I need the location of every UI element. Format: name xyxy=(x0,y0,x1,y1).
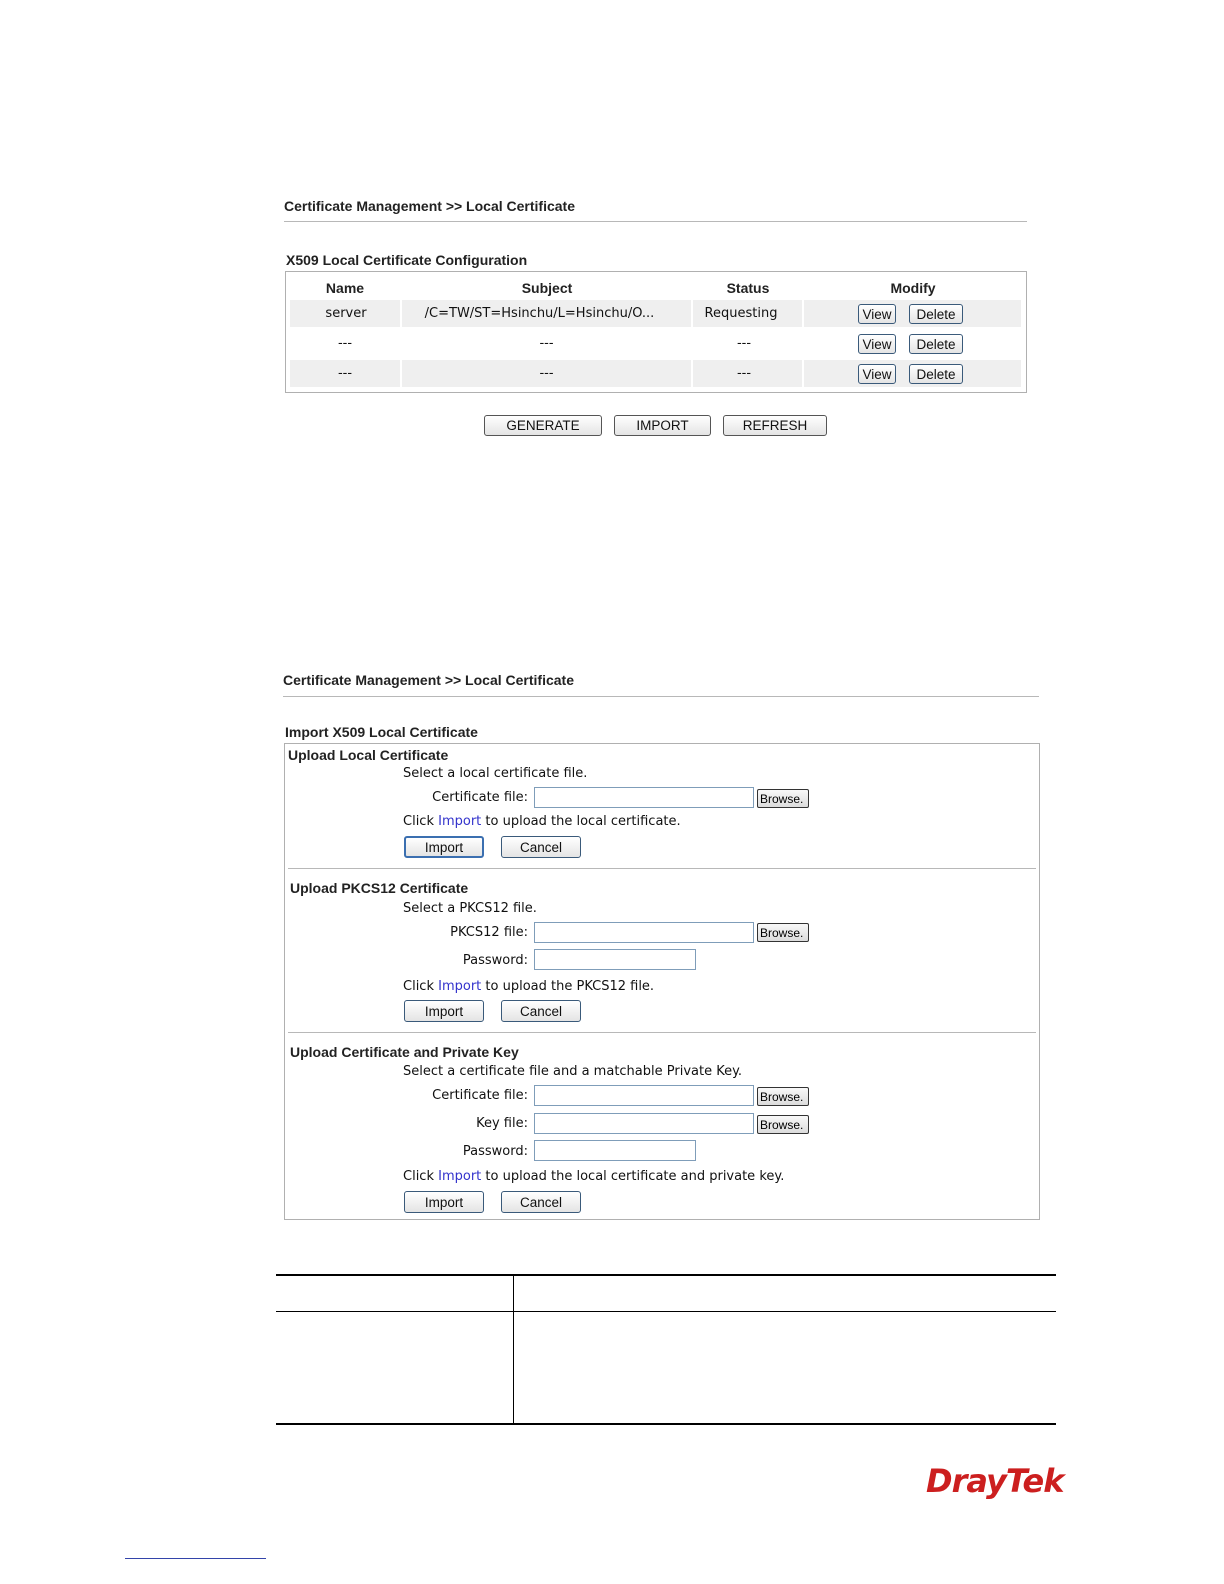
upload-local-hint: Select a local certificate file. xyxy=(403,766,588,781)
footer-link-underline xyxy=(125,1558,266,1559)
import-button[interactable]: Import xyxy=(404,1000,484,1022)
upload-key-hint: Select a certificate file and a matchable Private Key. xyxy=(403,1064,743,1079)
import-button[interactable]: Import xyxy=(404,836,484,858)
import-link[interactable]: Import xyxy=(438,979,482,994)
generate-button[interactable]: GENERATE xyxy=(484,415,602,436)
divider xyxy=(288,1032,1036,1033)
breadcrumb: Certificate Management >> Local Certificate xyxy=(284,198,575,214)
row-3-subject: --- xyxy=(539,366,554,381)
password-label: Password: xyxy=(462,953,528,968)
row-3-name: --- xyxy=(337,366,353,381)
certificate-file-label: Certificate file: xyxy=(432,790,528,805)
row-3-status: --- xyxy=(736,366,752,381)
import-link[interactable]: Import xyxy=(438,1169,482,1184)
import-button[interactable]: Import xyxy=(404,1191,484,1213)
draytek-logo: DrayTek xyxy=(926,1462,1064,1500)
pkcs12-file-label: PKCS12 file: xyxy=(450,925,528,940)
browse-button[interactable]: Browse. xyxy=(757,1115,809,1134)
divider xyxy=(284,221,1027,222)
password-label: Password: xyxy=(462,1144,528,1159)
breadcrumb: Certificate Management >> Local Certificate xyxy=(283,672,574,688)
section-title: X509 Local Certificate Configuration xyxy=(286,252,528,268)
delete-button[interactable]: Delete xyxy=(909,364,963,384)
row-2-name: --- xyxy=(337,336,353,351)
row-2-status: --- xyxy=(736,336,752,351)
click-text: Click xyxy=(403,814,434,829)
row-1-subject: /C=TW/ST=Hsinchu/L=Hsinchu/O... xyxy=(424,306,655,321)
key-file-label: Key file: xyxy=(476,1116,528,1131)
browse-button[interactable]: Browse. xyxy=(757,923,809,942)
browse-button[interactable]: Browse. xyxy=(757,1087,809,1106)
row-1-name: server xyxy=(325,306,367,321)
upload-pkcs12-hint: Select a PKCS12 file. xyxy=(403,901,537,916)
instruction-tail: to upload the local certificate. xyxy=(485,814,681,829)
column-header-modify: Modify xyxy=(890,280,936,296)
instruction-tail: to upload the local certificate and private key. xyxy=(485,1169,785,1184)
table-top-rule xyxy=(276,1274,1056,1276)
upload-pkcs12-title: Upload PKCS12 Certificate xyxy=(290,880,469,896)
divider xyxy=(283,696,1039,697)
certificate-file-label: Certificate file: xyxy=(432,1088,528,1103)
password-input[interactable] xyxy=(534,949,696,970)
section-title: Import X509 Local Certificate xyxy=(285,724,478,740)
column-header-subject: Subject xyxy=(521,280,573,296)
column-header-name: Name xyxy=(325,280,365,296)
cancel-button[interactable]: Cancel xyxy=(501,1000,581,1022)
upload-key-title: Upload Certificate and Private Key xyxy=(290,1044,519,1060)
refresh-button[interactable]: REFRESH xyxy=(723,415,827,436)
row-2-subject: --- xyxy=(539,336,554,351)
view-button[interactable]: View xyxy=(858,334,896,354)
view-button[interactable]: View xyxy=(858,364,896,384)
instruction-tail: to upload the PKCS12 file. xyxy=(485,979,655,994)
password-input[interactable] xyxy=(534,1140,696,1161)
upload-key-instruction xyxy=(403,1169,784,1184)
click-text: Click xyxy=(403,979,434,994)
table-bottom-rule xyxy=(276,1423,1056,1425)
key-file-input[interactable] xyxy=(534,1113,754,1134)
upload-local-title: Upload Local Certificate xyxy=(288,747,449,763)
import-link[interactable]: Import xyxy=(438,814,482,829)
pkcs12-file-input[interactable] xyxy=(534,922,754,943)
table-column-divider xyxy=(513,1274,514,1425)
cancel-button[interactable]: Cancel xyxy=(501,1191,581,1213)
import-button[interactable]: IMPORT xyxy=(614,415,711,436)
row-1-status: Requesting xyxy=(704,306,778,321)
browse-button[interactable]: Browse. xyxy=(757,789,809,808)
click-text: Click xyxy=(403,1169,434,1184)
column-header-status: Status xyxy=(726,280,770,296)
table-header-rule xyxy=(276,1311,1056,1312)
upload-local-instruction xyxy=(403,814,681,829)
certificate-file-input[interactable] xyxy=(534,787,754,808)
delete-button[interactable]: Delete xyxy=(909,304,963,324)
delete-button[interactable]: Delete xyxy=(909,334,963,354)
divider xyxy=(288,868,1036,869)
upload-pkcs12-instruction xyxy=(403,979,654,994)
certificate-file-input[interactable] xyxy=(534,1085,754,1106)
view-button[interactable]: View xyxy=(858,304,896,324)
cancel-button[interactable]: Cancel xyxy=(501,836,581,858)
